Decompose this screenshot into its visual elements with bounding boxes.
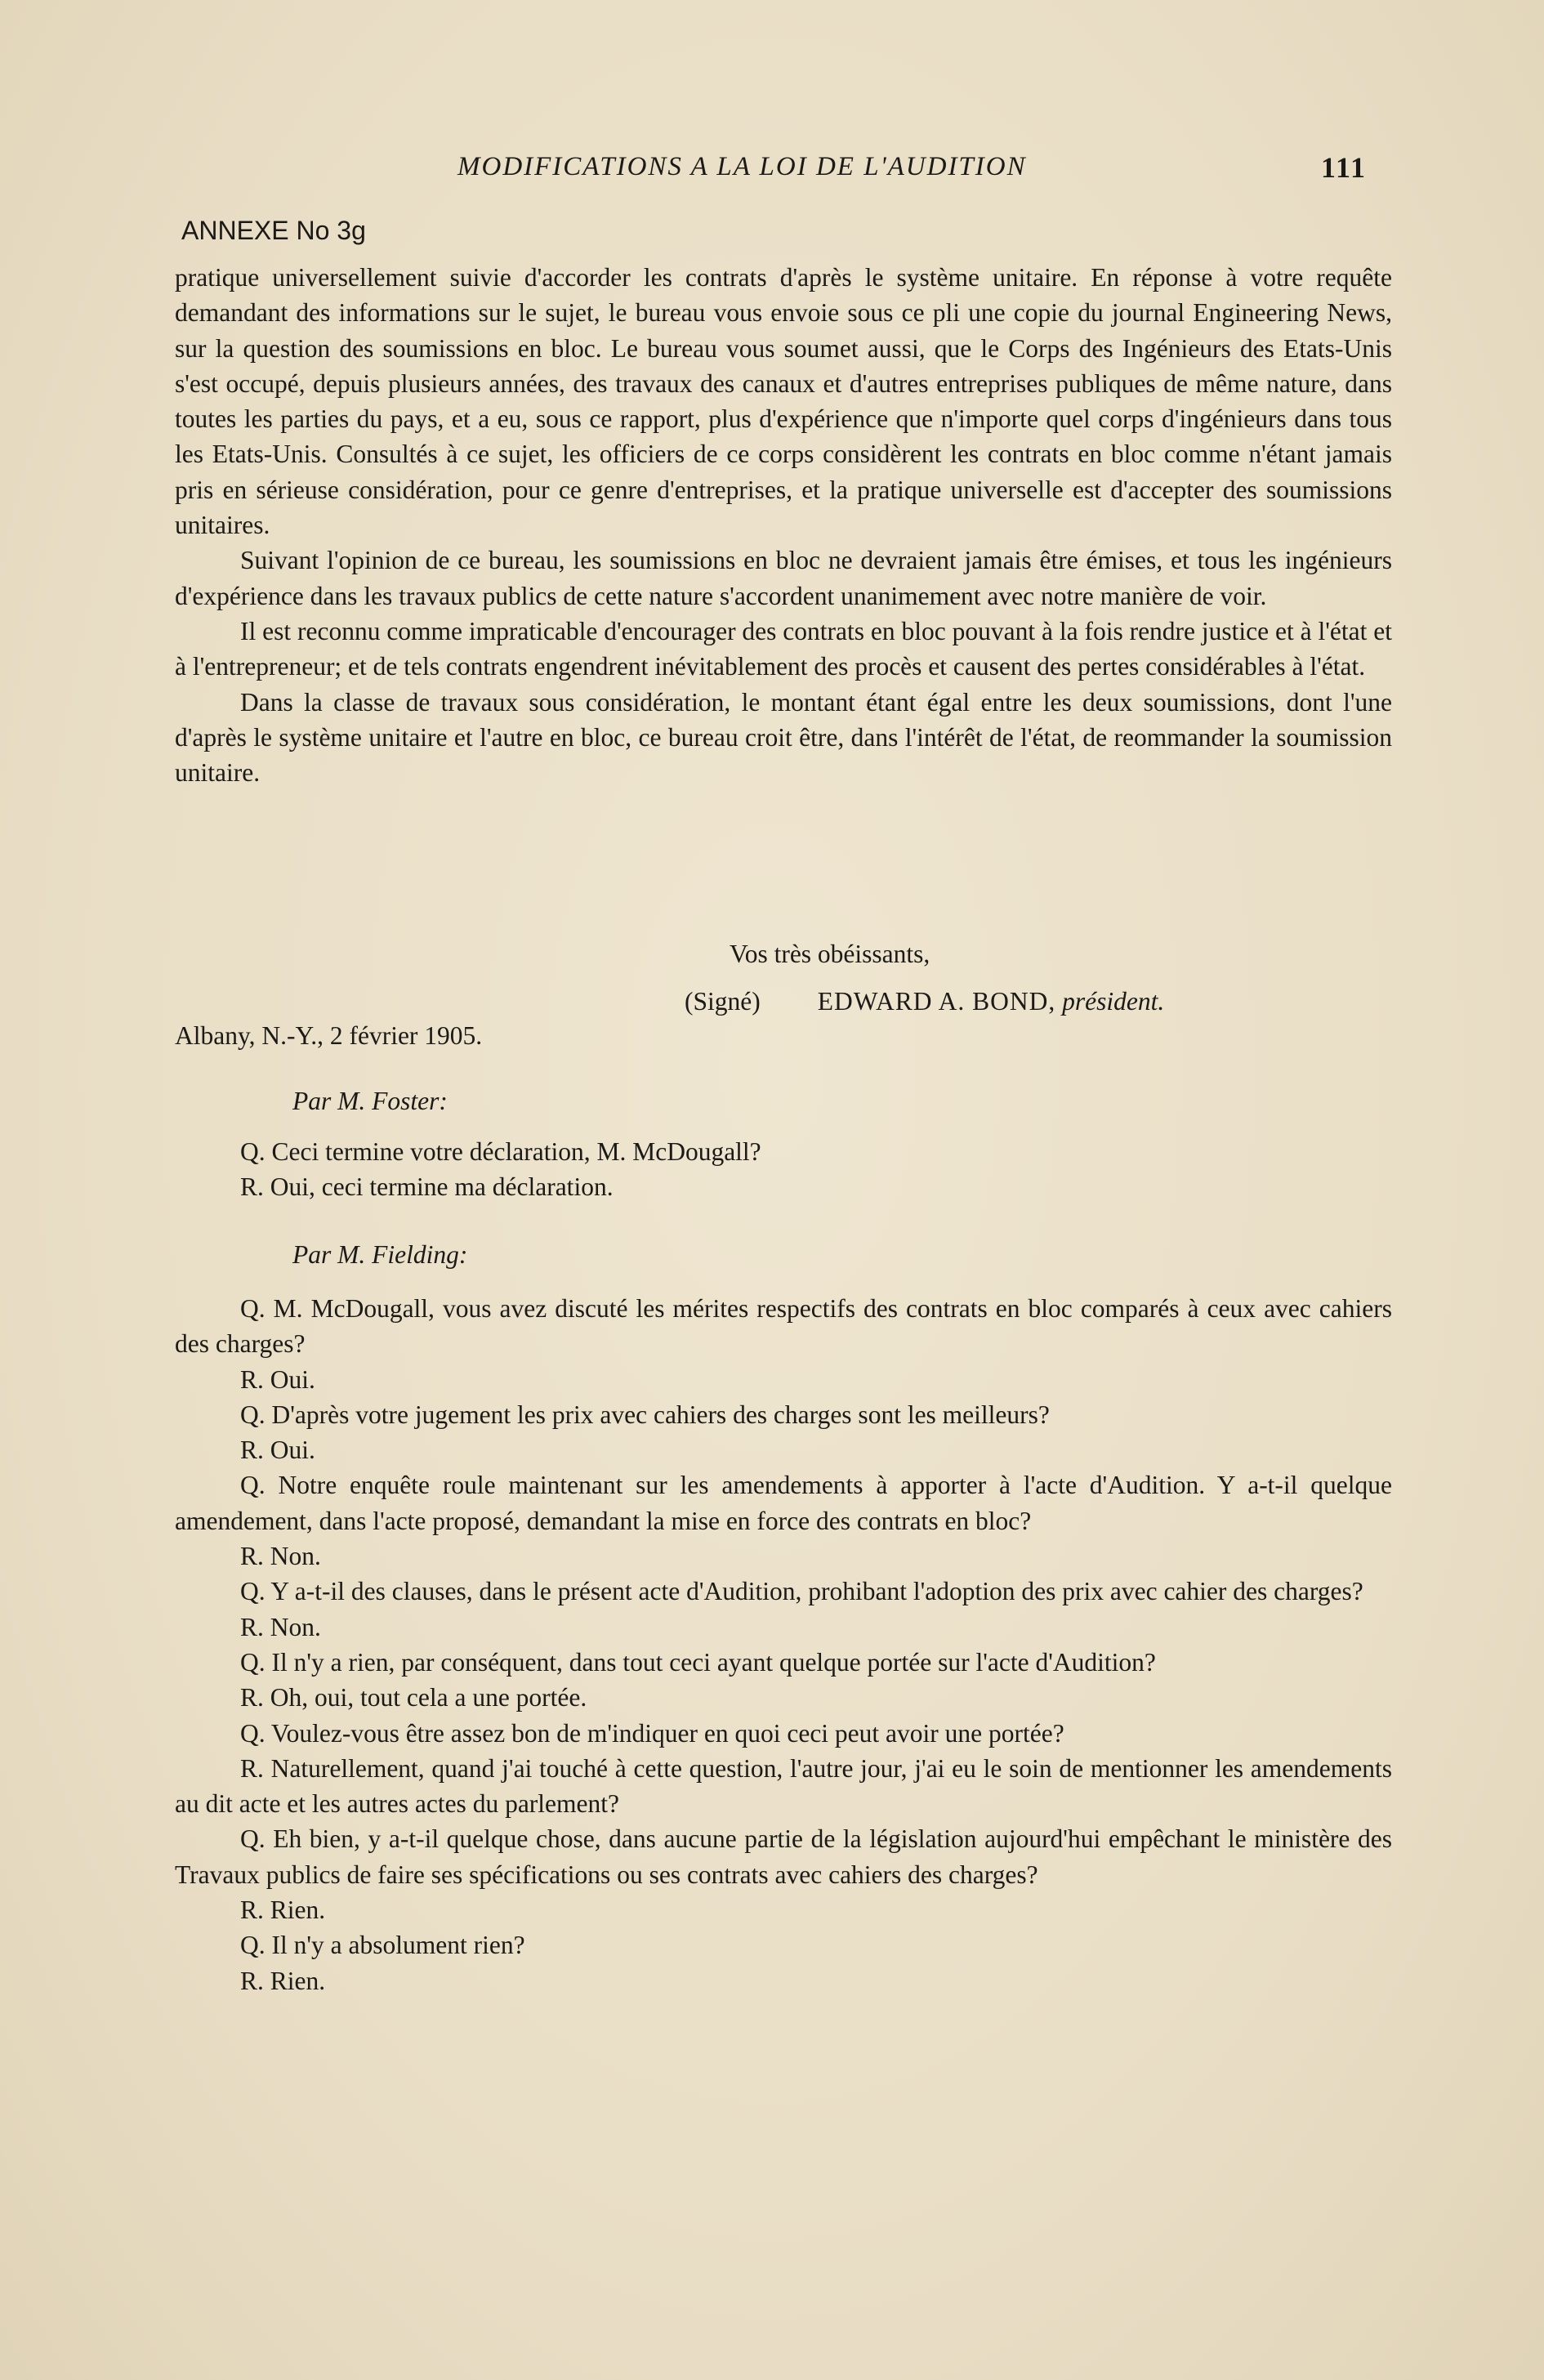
letter-closing: Vos très obéissants, [730,940,930,968]
signature-line [685,987,1164,1016]
speaker-heading: Par M. Foster: [292,1087,448,1115]
dialog-line: Q. Il n'y a absolument rien? [240,1931,525,1960]
page-number: 111 [1321,151,1368,184]
dialog-line: R. Rien. [240,1896,326,1925]
letter-paragraph: Suivant l'opinion de ce bureau, les soumissions en bloc ne devraient jamais être émises, et tous les ingénieurs d'expérience dans les travaux publics de cette nature s'accordent unanimement avec notre manière de voir. [175,546,1392,610]
signatory-title: président. [1062,987,1165,1016]
place-date: Albany, N.-Y., 2 février 1905. [175,1021,483,1050]
dialog-line: R. Oh, oui, tout cela a une portée. [240,1683,587,1712]
dialog-line: R. Rien. [240,1966,326,1995]
dialog-line: Q. Il n'y a rien, par conséquent, dans tout ceci ayant quelque portée sur l'acte d'Audition? [240,1647,1156,1677]
dialog-line: R. Naturellement, quand j'ai touché à cette question, l'autre jour, j'ai eu le soin de mentionner les amendements au dit acte et les autres actes du parlement? [175,1753,1392,1819]
dialog-line: R. Oui, ceci termine ma déclaration. [240,1172,614,1202]
annex-label: ANNEXE No 3g [181,216,366,245]
dialog-line: Q. Notre enquête roule maintenant sur les amendements à apporter à l'acte d'Audition. Y a-t-il quelque amendement, dans l'acte proposé, demandant la mise en force des contrats en bloc? [175,1471,1392,1535]
letter-paragraph: Il est reconnu comme impraticable d'encourager des contrats en bloc pouvant à la fois rendre justice et à l'état et à l'entrepreneur; et de tels contrats engendrent inévitablement des procès et causent des pertes considérables à l'état. [175,616,1392,681]
dialog-line: Q. M. McDougall, vous avez discuté les mérites respectifs des contrats en bloc comparés à ceux avec cahiers des charges? [175,1294,1392,1359]
dialog-line: Q. Ceci termine votre déclaration, M. McDougall? [240,1137,761,1166]
dialog-line: Q. Y a-t-il des clauses, dans le présent acte d'Audition, prohibant l'adoption des prix avec cahier des charges? [240,1577,1363,1606]
dialog-block [175,1291,1392,1998]
dialog-line: Q. Eh bien, y a-t-il quelque chose, dans aucune partie de la législation aujourd'hui empêchant le ministère des Travaux publics de faire ses spécifications ou ses contrats avec cahiers des charges? [175,1824,1392,1889]
dialog-line: R. Oui. [240,1436,315,1465]
dialog-line: R. Non. [240,1612,321,1641]
signed-label: (Signé) [685,987,761,1016]
dialog-block [175,1134,1392,1205]
letter-body [175,260,1392,790]
dialog-line: Q. D'après votre jugement les prix avec cahiers des charges sont les meilleurs? [240,1400,1050,1429]
dialog-line: R. Oui. [240,1364,315,1394]
running-title: MODIFICATIONS A LA LOI DE L'AUDITION [457,152,1027,181]
signatory-name: EDWARD A. BOND, [817,987,1056,1016]
speaker-heading: Par M. Fielding: [292,1240,468,1269]
dialog-line: R. Non. [240,1542,321,1571]
letter-paragraph: pratique universellement suivie d'accorder les contrats d'après le système unitaire. En réponse à votre requête demandant des informations sur le sujet, le bureau vous envoie sous ce pli une copie du journal Engineering News, sur la question des soumissions en bloc. Le bureau vous soumet aussi, que le Corps des Ingénieurs des Etats-Unis s'est occupé, depuis plusieurs années, des travaux des canaux et d'autres entreprises publiques de même nature, dans toutes les parties du pays, et a eu, sous ce rapport, plus d'expérience que n'importe quel corps d'ingénieurs dans tous les Etats-Unis. Consultés à ce sujet, les officiers de ce corps considèrent les contrats en bloc comme n'étant jamais pris en sérieuse considération, pour ce genre d'entreprises, et la pratique universelle est d'accepter des soumissions unitaires. [175,263,1392,540]
dialog-line: Q. Voulez-vous être assez bon de m'indiquer en quoi ceci peut avoir une portée? [240,1718,1064,1748]
letter-paragraph: Dans la classe de travaux sous considération, le montant étant égal entre les deux soumissions, dont l'une d'après le système unitaire et l'autre en bloc, ce bureau croit être, dans l'intérêt de l'état, de reommander la soumission unitaire. [175,687,1392,788]
